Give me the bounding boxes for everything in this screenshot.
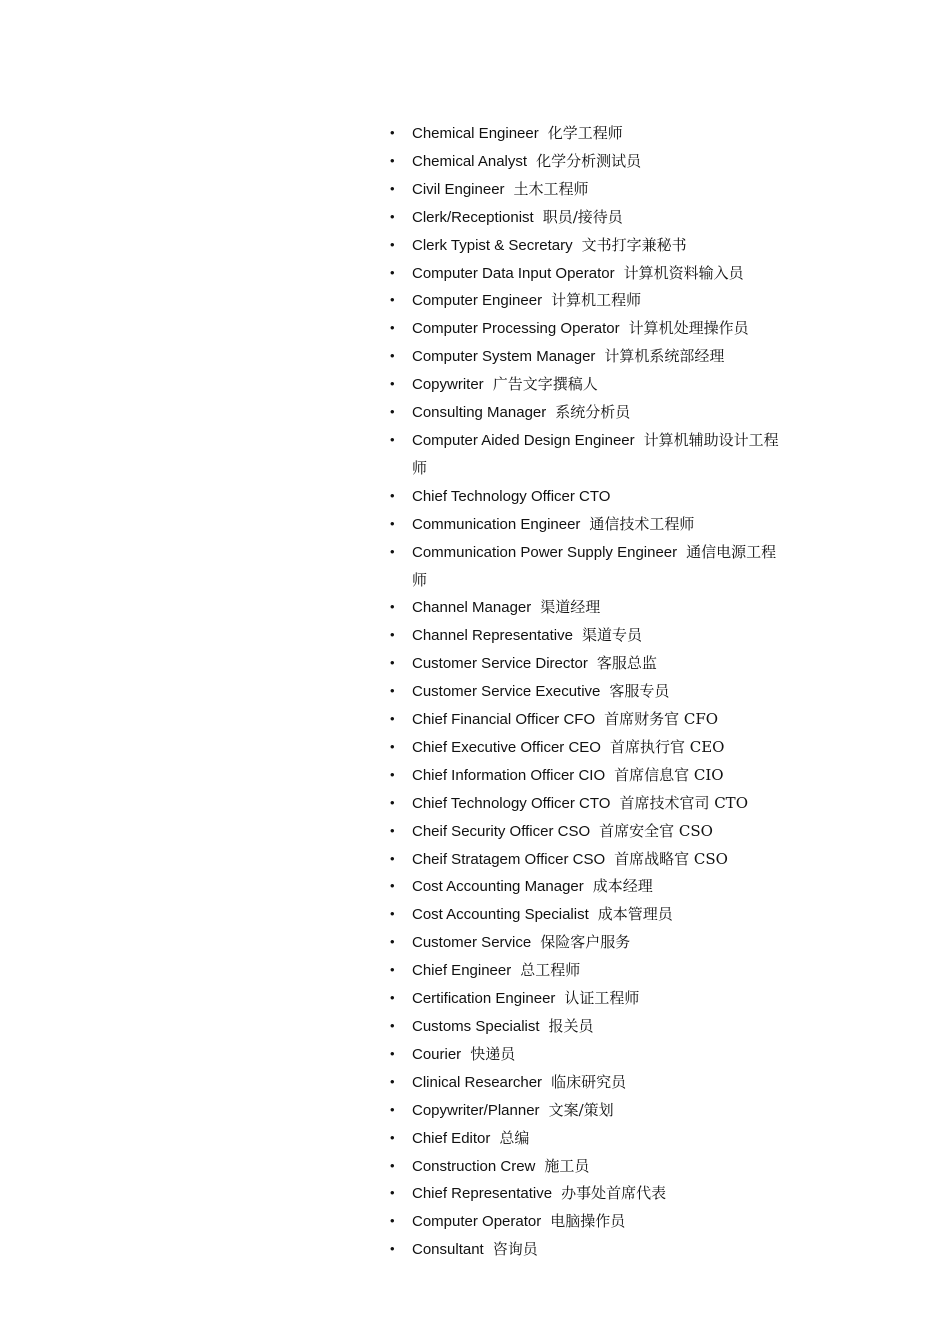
- chinese-title: 系统分析员: [555, 403, 631, 422]
- bullet-icon: •: [390, 1241, 395, 1257]
- bullet-icon: •: [390, 1157, 395, 1173]
- chinese-title: 首席财务官 CFO: [604, 710, 719, 729]
- bullet-icon: •: [390, 655, 395, 671]
- list-item: [388, 204, 788, 232]
- list-item: [388, 790, 788, 818]
- chinese-title: 渠道经理: [540, 598, 601, 617]
- chinese-title: 土木工程师: [513, 179, 589, 198]
- english-title: Chemical Engineer: [412, 125, 539, 142]
- chinese-title: 计算机工程师: [551, 291, 642, 310]
- english-title: Chief Engineer: [412, 962, 512, 980]
- list-item: [388, 622, 788, 650]
- list-item: [388, 957, 788, 985]
- bullet-icon: •: [390, 990, 395, 1006]
- chinese-title: 渠道专员: [581, 626, 642, 645]
- chinese-title: 成本管理员: [597, 905, 673, 924]
- english-title: Customer Service: [412, 934, 532, 952]
- english-title: Clerk Typist & Secretary: [412, 236, 573, 254]
- bullet-icon: •: [390, 1129, 395, 1145]
- list-item: [388, 762, 788, 790]
- chinese-title: 通信电源工程师: [412, 542, 777, 589]
- list-item: [388, 120, 788, 148]
- bullet-icon: •: [390, 1045, 395, 1061]
- list-item: [388, 343, 788, 371]
- chinese-title: 广告文字撰稿人: [492, 375, 598, 394]
- chinese-title: 总编: [499, 1128, 530, 1147]
- bullet-icon: •: [390, 850, 395, 866]
- english-title: Chief Editor: [412, 1129, 491, 1147]
- chinese-title: 报关员: [548, 1017, 594, 1035]
- list-item: [388, 846, 788, 874]
- english-title: Customer Service Director: [412, 655, 588, 673]
- english-title: Clinical Researcher: [412, 1073, 543, 1091]
- english-title: Customs Specialist: [412, 1018, 540, 1035]
- bullet-icon: •: [390, 376, 395, 392]
- chinese-title: 计算机系统部经理: [604, 347, 725, 366]
- english-title: Channel Representative: [412, 627, 573, 645]
- list-item: [388, 678, 788, 706]
- bullet-icon: •: [390, 236, 395, 252]
- chinese-title: 咨询员: [492, 1240, 538, 1259]
- english-title: Cost Accounting Manager: [412, 878, 584, 896]
- bullet-icon: •: [390, 1185, 395, 1201]
- bullet-icon: •: [390, 1213, 395, 1229]
- chinese-title: 文书打字兼秘书: [581, 235, 687, 254]
- bullet-icon: •: [390, 738, 395, 754]
- bullet-icon: •: [390, 1101, 395, 1117]
- bullet-icon: •: [390, 543, 395, 559]
- chinese-title: 职员/接待员: [542, 207, 623, 226]
- english-title: Chemical Analyst: [412, 152, 528, 170]
- chinese-title: 办事处首席代表: [561, 1184, 667, 1203]
- bullet-icon: •: [390, 264, 395, 280]
- list-item: [388, 287, 788, 315]
- english-title: Channel Manager: [412, 599, 532, 617]
- english-title: Customer Service Executive: [412, 683, 601, 701]
- chinese-title: 成本经理: [592, 877, 653, 896]
- chinese-title: 计算机处理操作员: [628, 319, 749, 338]
- english-title: Cheif Stratagem Officer CSO: [412, 850, 606, 868]
- english-title: Courier: [412, 1045, 462, 1063]
- bullet-icon: •: [390, 1073, 395, 1089]
- english-title: Chief Technology Officer CTO: [412, 794, 611, 812]
- english-title: Copywriter: [412, 376, 484, 394]
- chinese-title: 总工程师: [520, 961, 581, 980]
- list-item: [388, 1208, 788, 1236]
- list-item: [388, 1041, 788, 1069]
- bullet-icon: •: [390, 766, 395, 782]
- chinese-title: 通信技术工程师: [589, 514, 695, 533]
- chinese-title: 首席信息官 CIO: [614, 765, 724, 784]
- bullet-icon: •: [390, 404, 395, 420]
- bullet-icon: •: [390, 599, 395, 615]
- chinese-title: 计算机辅助设计工程师: [412, 430, 779, 477]
- list-item: [388, 232, 788, 260]
- list-item: [388, 901, 788, 929]
- list-item: [388, 1069, 788, 1097]
- bullet-icon: •: [390, 292, 395, 308]
- list-item: [388, 734, 788, 762]
- english-title: Construction Crew: [412, 1157, 536, 1175]
- english-title: Computer Engineer: [412, 292, 543, 310]
- bullet-icon: •: [390, 878, 395, 894]
- list-item: [388, 1180, 788, 1208]
- bullet-icon: •: [390, 822, 395, 838]
- chinese-title: 首席技术官司 CTO: [619, 793, 748, 812]
- bullet-icon: •: [390, 152, 395, 168]
- list-item: [388, 1013, 788, 1041]
- bullet-icon: •: [390, 487, 395, 503]
- list-item: [388, 1153, 788, 1181]
- bullet-icon: •: [390, 515, 395, 531]
- list-item: [388, 176, 788, 204]
- list-item: [388, 315, 788, 343]
- chinese-title: 文案/策划: [548, 1100, 614, 1119]
- bullet-icon: •: [390, 906, 395, 922]
- bullet-icon: •: [390, 962, 395, 978]
- list-item: [388, 371, 788, 399]
- list-item: [388, 148, 788, 176]
- english-title: Copywriter/Planner: [412, 1101, 540, 1119]
- bullet-icon: •: [390, 320, 395, 336]
- list-item: [388, 985, 788, 1013]
- english-title: Chief Representative: [412, 1185, 553, 1203]
- english-title: Chief Technology Officer CTO: [412, 487, 611, 505]
- english-title: Consultant: [412, 1241, 484, 1259]
- english-title: Certification Engineer: [412, 990, 556, 1008]
- bullet-icon: •: [390, 180, 395, 196]
- english-title: Communication Engineer: [412, 515, 581, 533]
- english-title: Civil Engineer: [412, 180, 505, 198]
- english-title: Computer Aided Design Engineer: [412, 431, 635, 449]
- chinese-title: 首席安全官 CSO: [599, 821, 713, 840]
- list-item: [388, 929, 788, 957]
- bullet-icon: •: [390, 431, 395, 447]
- bullet-icon: •: [390, 683, 395, 699]
- bullet-icon: •: [390, 934, 395, 950]
- english-title: Computer Operator: [412, 1213, 542, 1231]
- english-title: Chief Information Officer CIO: [412, 766, 606, 784]
- list-item: [388, 539, 788, 595]
- chinese-title: 首席执行官 CEO: [609, 737, 725, 756]
- english-title: Communication Power Supply Engineer: [412, 543, 678, 561]
- list-item: [388, 399, 788, 427]
- bullet-icon: •: [390, 348, 395, 364]
- chinese-title: 认证工程师: [564, 989, 640, 1008]
- bullet-icon: •: [390, 711, 395, 727]
- list-item: [388, 650, 788, 678]
- bullet-icon: •: [390, 627, 395, 643]
- chinese-title: 客服总监: [596, 654, 657, 673]
- english-title: Computer Data Input Operator: [412, 264, 615, 282]
- chinese-title: 施工员: [544, 1156, 590, 1175]
- english-title: Chief Financial Officer CFO: [412, 711, 596, 729]
- bullet-icon: •: [390, 208, 395, 224]
- bullet-icon: •: [390, 794, 395, 810]
- english-title: Computer System Manager: [412, 348, 596, 366]
- list-item: [388, 818, 788, 846]
- chinese-title: 保险客户服务: [540, 933, 631, 952]
- english-title: Computer Processing Operator: [412, 320, 620, 338]
- chinese-title: 化学分析测试员: [536, 151, 642, 170]
- list-item: [388, 594, 788, 622]
- list-item: [388, 260, 788, 288]
- list-item: [388, 873, 788, 901]
- list-item: [388, 1236, 788, 1264]
- english-title: Chief Executive Officer CEO: [412, 738, 601, 756]
- bullet-icon: •: [390, 1018, 395, 1033]
- chinese-title: 临床研究员: [551, 1072, 627, 1091]
- bullet-icon: •: [390, 125, 395, 140]
- chinese-title: 计算机资料输入员: [623, 263, 744, 282]
- english-title: Consulting Manager: [412, 404, 547, 422]
- chinese-title: 首席战略官 CSO: [614, 849, 728, 868]
- list-item: [388, 1097, 788, 1125]
- list-item: [388, 483, 788, 511]
- english-title: Clerk/Receptionist: [412, 208, 534, 226]
- chinese-title: 快递员: [470, 1044, 516, 1063]
- english-title: Cheif Security Officer CSO: [412, 822, 591, 840]
- chinese-title: 化学工程师: [547, 124, 623, 142]
- chinese-title: 电脑操作员: [550, 1212, 626, 1231]
- chinese-title: 客服专员: [609, 682, 670, 701]
- list-item: [388, 427, 788, 483]
- list-item: [388, 511, 788, 539]
- english-title: Cost Accounting Specialist: [412, 906, 589, 924]
- list-item: [388, 706, 788, 734]
- job-title-list: [388, 120, 788, 1264]
- list-item: [388, 1125, 788, 1153]
